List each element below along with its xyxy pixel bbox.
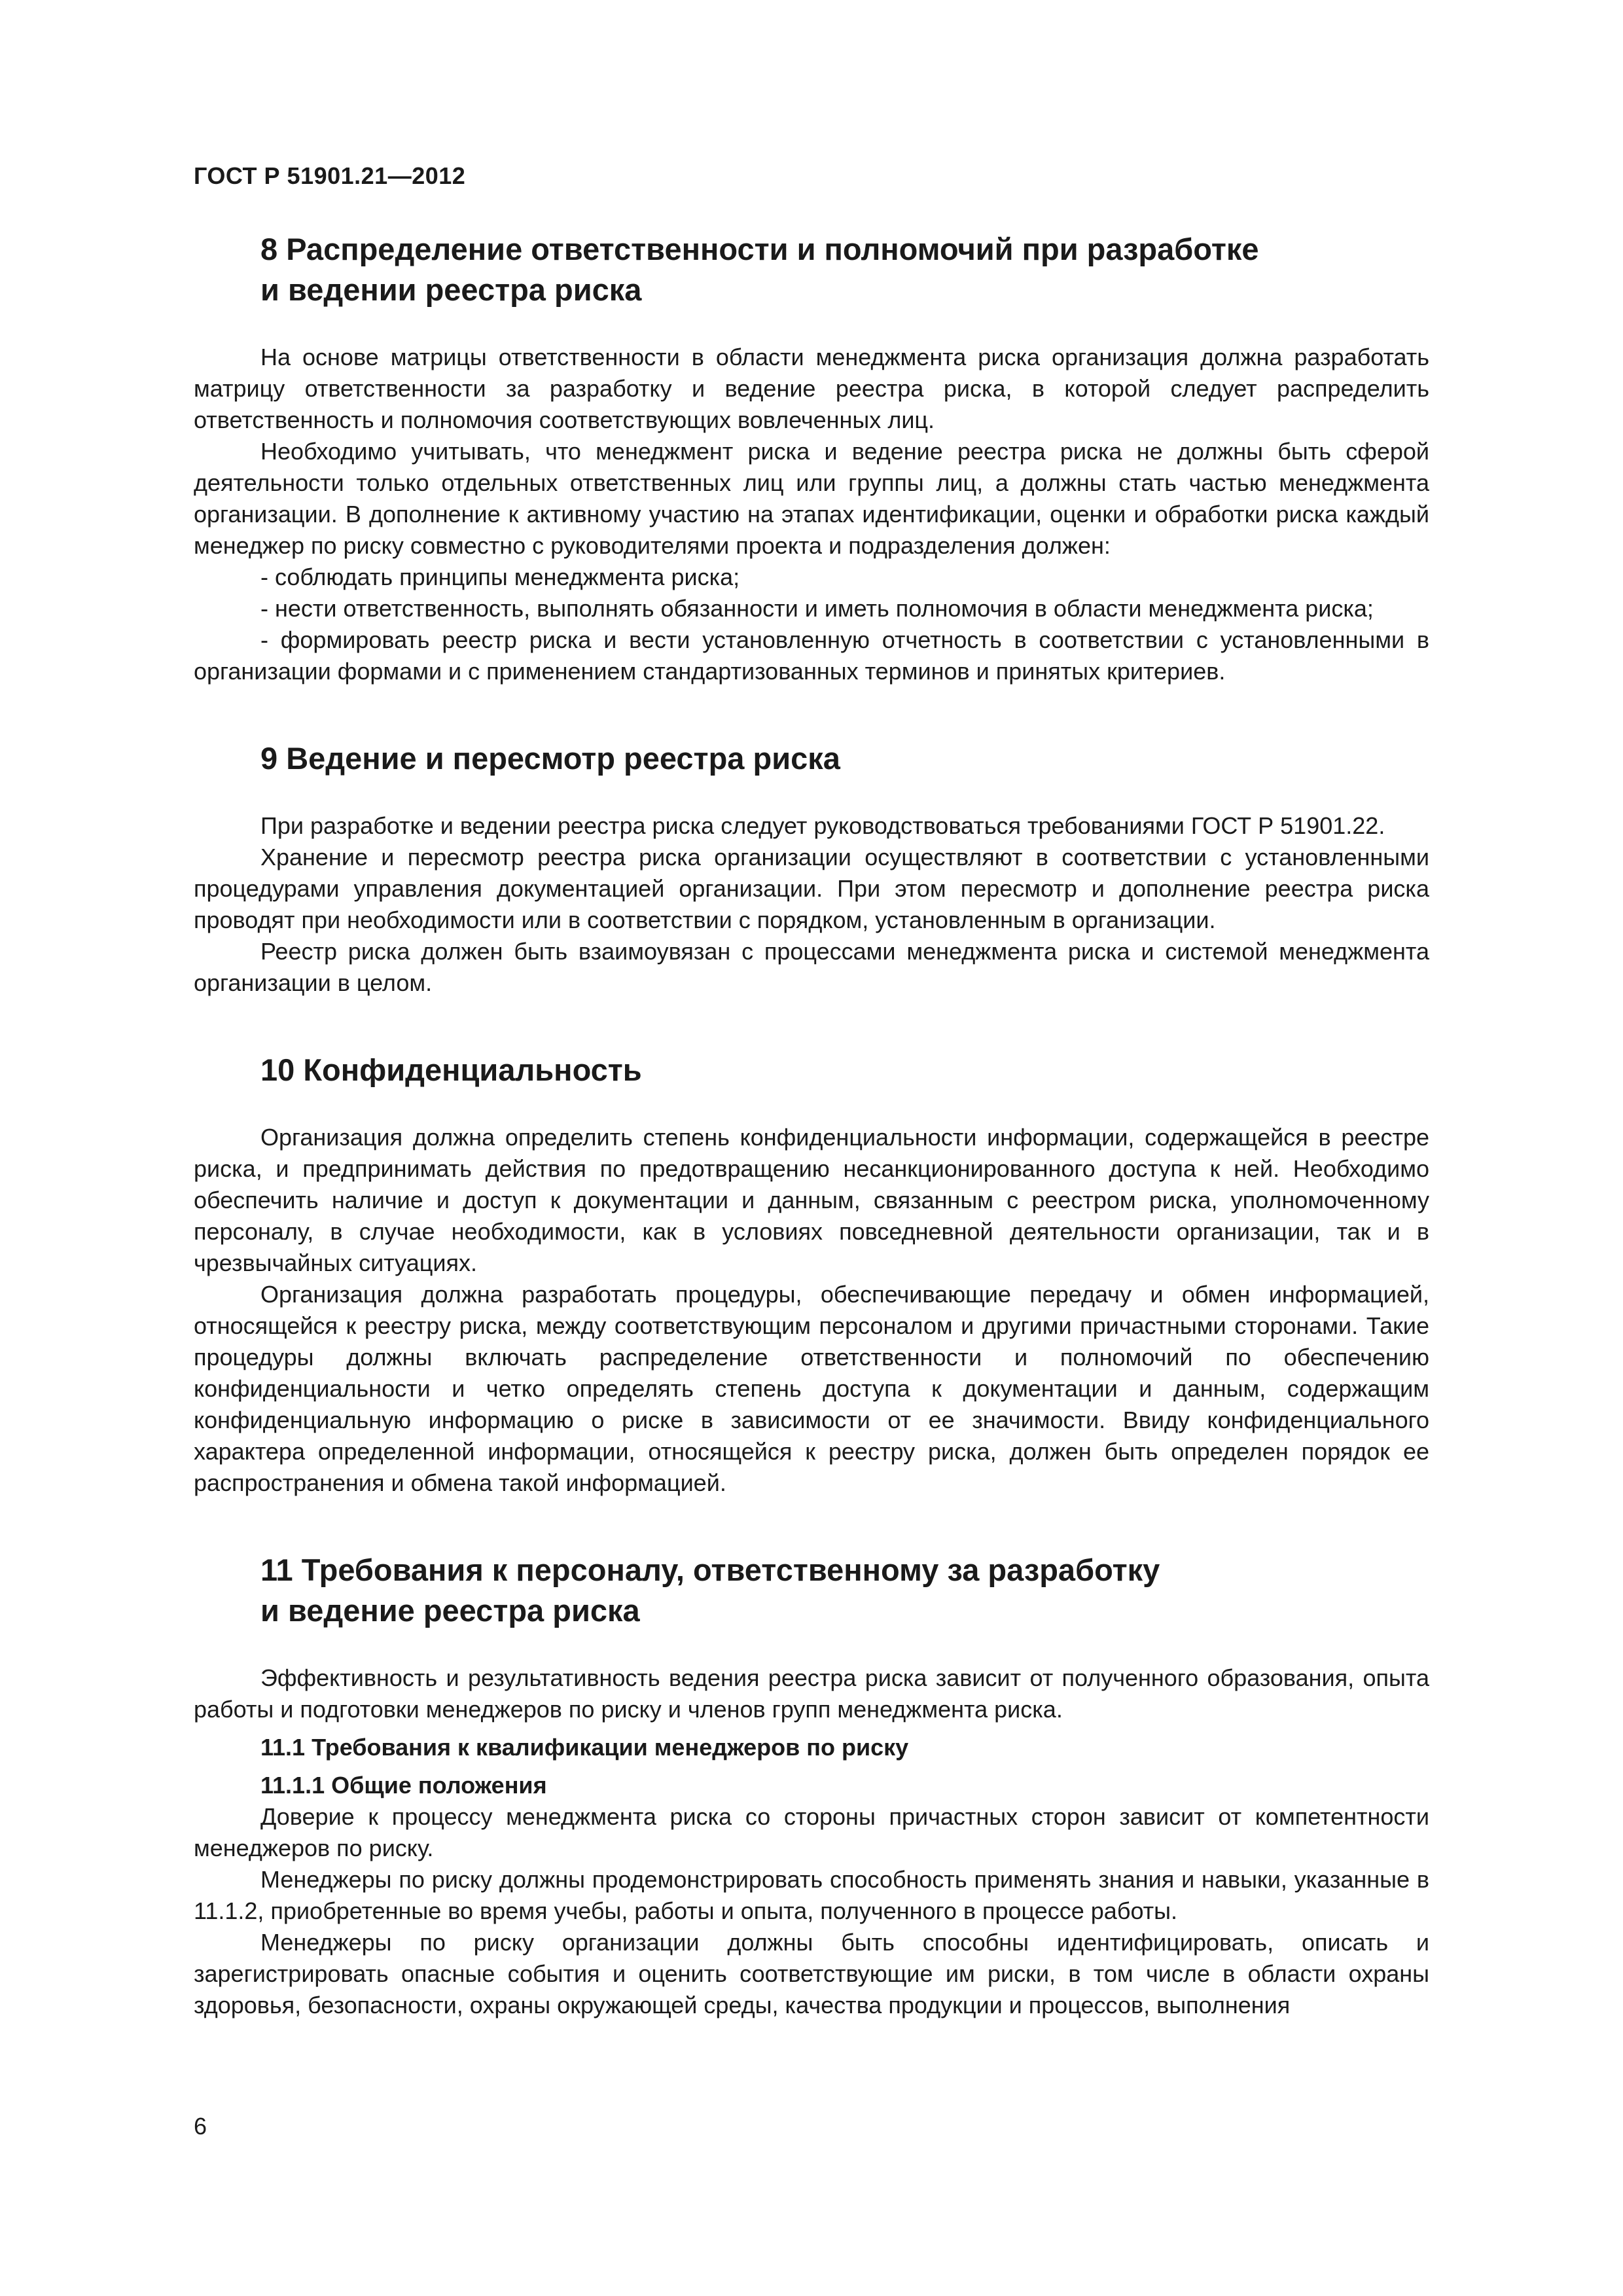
paragraph: Доверие к процессу менеджмента риска со стороны причастных сторон зависит от компетентности менеджеров по риску. [194,1803,1429,1861]
page-number: 6 [194,2113,207,2140]
paragraph: Менеджеры по риску организации должны быть способны идентифицировать, описать и зарегистрировать опасные события и оценить соответствующие им риски, в том числе в области охраны здоровья, безопасности, охраны окружающей среды, качества продукции и процессов, выполнения [194,1929,1429,2018]
subsection-11-1-1-heading: 11.1.1 Общие положения [260,1772,547,1799]
paragraph: Хранение и пересмотр реестра риска организации осуществляют в соответствии с установленными процедурами управления документацией организации. При этом пересмотр и дополнение реестра риска проводят при необходимости или в соответствии с порядком, установленным в организации. [194,844,1429,933]
section-8-heading [194,229,1429,310]
section-9-heading: 9 Ведение и пересмотр реестра риска [260,741,840,776]
list-item: - соблюдать принципы менеджмента риска; [260,564,740,590]
section-11-heading [194,1550,1429,1631]
section-11-heading-line1: 11 Требования к персоналу, ответственному за разработку [260,1552,1160,1587]
paragraph: Организация должна определить степень конфиденциальности информации, содержащейся в реестре риска, и предпринимать действия по предотвращению несанкционированного доступа к ней. Необходимо обеспечить наличие и доступ к документации и данным, связанным с реестром риска, уполномоченному персоналу, в случае необходимости, как в условиях повседневной деятельности организации, так и в чрезвычайных ситуациях. [194,1124,1429,1276]
paragraph: Организация должна разработать процедуры, обеспечивающие передачу и обмен информацией, относящейся к реестру риска, между соответствующим персоналом и другими причастными сторонами. Такие процедуры должны включать распределение ответственности и полномочий по обеспечению конфиденциальности и четко определять степень доступа к документации и данным, содержащим конфиденциальную информацию о риске в зависимости от ее значимости. Ввиду конфиденциального характера определенной информации, относящейся к реестру риска, должен быть определен порядок ее распространения и обмена такой информацией. [194,1281,1429,1496]
subsection-11-1-heading: 11.1 Требования к квалификации менеджеров по риску [260,1734,909,1761]
document-header: ГОСТ Р 51901.21—2012 [194,162,466,189]
page-content [194,229,1429,2021]
paragraph: Менеджеры по риску должны продемонстрировать способность применять знания и навыки, указанные в 11.1.2, приобретенные во время учебы, работы и опыта, полученного в процессе работы. [194,1866,1429,1924]
list-item: - формировать реестр риска и вести установленную отчетность в соответствии с установленными в организации формами и с применением стандартизованных терминов и принятых критериев. [194,626,1429,685]
paragraph: Необходимо учитывать, что менеджмент риска и ведение реестра риска не должны быть сферой деятельности только отдельных ответственных лиц или группы лиц, а должны стать частью менеджмента организации. В дополнение к активному участию на этапах идентификации, оценки и обработки риска каждый менеджер по риску совместно с руководителями проекта и подразделения должен: [194,438,1429,559]
paragraph: Реестр риска должен быть взаимоувязан с процессами менеджмента риска и системой менеджмента организации в целом. [194,938,1429,996]
paragraph: Эффективность и результативность ведения реестра риска зависит от полученного образования, опыта работы и подготовки менеджеров по риску и членов групп менеджмента риска. [194,1664,1429,1723]
section-8-heading-line1: 8 Распределение ответственности и полномочий при разработке [260,232,1259,266]
paragraph: При разработке и ведении реестра риска следует руководствоваться требованиями ГОСТ Р 51901.22. [260,812,1385,839]
section-10-heading: 10 Конфиденциальность [260,1052,642,1087]
section-8-heading-line2: и ведении реестра риска [260,272,642,307]
list-item: - нести ответственность, выполнять обязанности и иметь полномочия в области менеджмента риска; [260,595,1374,622]
section-11-heading-line2: и ведение реестра риска [260,1593,640,1628]
paragraph: На основе матрицы ответственности в области менеджмента риска организация должна разработать матрицу ответственности за разработку и ведение реестра риска, в которой следует распределить ответственность и полномочия соответствующих вовлеченных лиц. [194,344,1429,433]
